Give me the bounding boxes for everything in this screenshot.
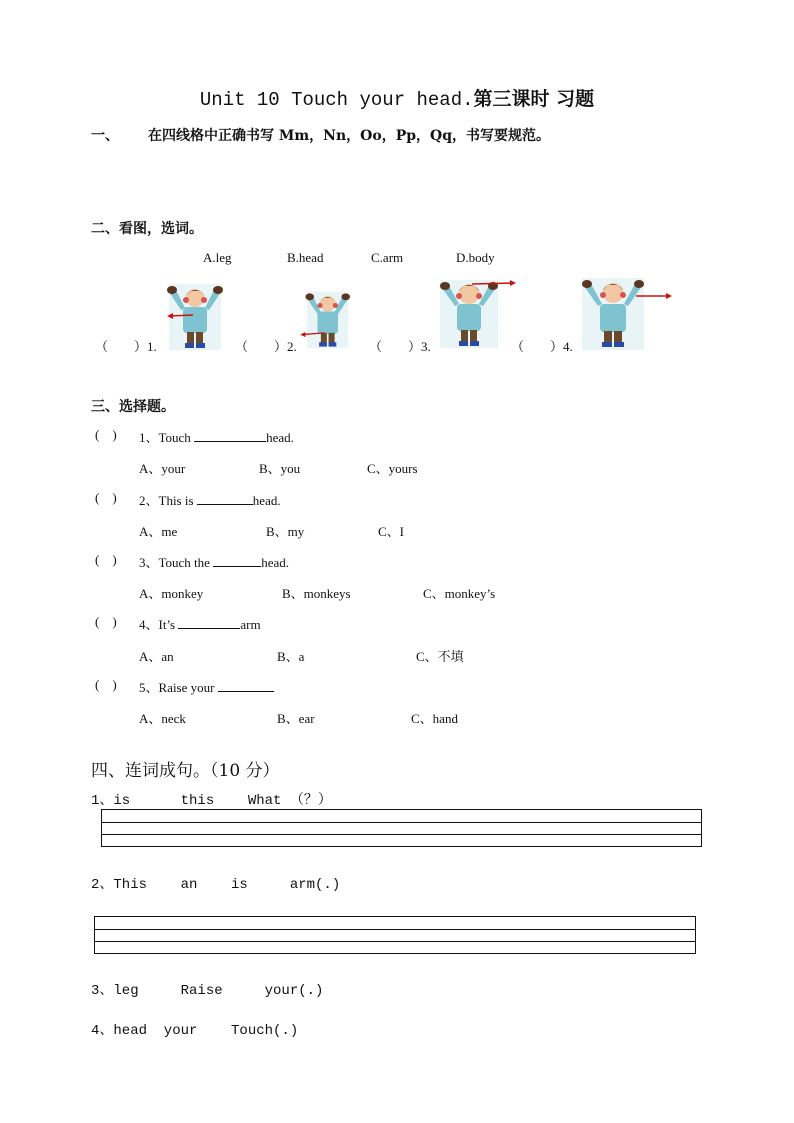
section3-heading: 三、选择题。	[91, 399, 175, 415]
q5-answer-paren[interactable]: ( )	[95, 677, 117, 692]
kid-picture-1	[163, 282, 227, 352]
section4-heading: 四、连词成句。（10 分）	[91, 761, 280, 781]
option-b: B.head	[287, 250, 324, 265]
q4-stem: 4、It’s arm	[139, 617, 261, 632]
q5-option-c[interactable]: C、hand	[411, 711, 458, 726]
page-title	[0, 84, 794, 111]
q2-answer-paren[interactable]: ( )	[95, 490, 117, 505]
arrow-line	[472, 283, 512, 284]
q3-option-c[interactable]: C、monkey’s	[423, 586, 496, 601]
q4-option-b[interactable]: B、a	[277, 649, 305, 664]
picture-item-1-answer[interactable]: （ ）1.	[95, 339, 157, 354]
q1-option-a[interactable]: A、your	[139, 461, 186, 476]
option-a: A.leg	[203, 250, 232, 265]
q1-stem: 1、Touch head.	[139, 430, 294, 445]
section1-instruction: 在四线格中正确书写 Mm，Nn，Oo，Pp，Qq，书写要规范。	[148, 128, 550, 144]
q4-option-a[interactable]: A、an	[139, 649, 174, 664]
q3-option-a[interactable]: A、monkey	[139, 586, 204, 601]
q1-blank[interactable]	[194, 428, 266, 442]
option-d: D.body	[456, 250, 495, 265]
picture-item-2-answer[interactable]: （ ）2.	[235, 339, 297, 354]
q1-option-b[interactable]: B、you	[259, 461, 301, 476]
q5-stem: 5、Raise your	[139, 677, 274, 696]
sentence-item-1: 1、is this What （？）	[91, 793, 332, 809]
kid-picture-3	[438, 276, 518, 350]
q1-answer-paren[interactable]: ( )	[95, 427, 117, 442]
q4-answer-paren[interactable]: ( )	[95, 614, 117, 629]
q3-blank[interactable]	[213, 553, 261, 567]
option-c: C.arm	[371, 250, 404, 265]
section2-heading: 二、看图，选词。	[91, 221, 203, 237]
q4-blank[interactable]	[178, 615, 240, 629]
q5-option-a[interactable]: A、neck	[139, 711, 186, 726]
q2-stem: 2、This is head.	[139, 493, 281, 508]
kid-figure	[582, 278, 644, 350]
arrow-head	[666, 293, 672, 299]
kid-figure	[440, 280, 498, 348]
kid-figure	[305, 292, 350, 349]
four-line-grid-1[interactable]	[101, 809, 702, 847]
q5-option-b[interactable]: B、ear	[277, 711, 315, 726]
sentence-item-3: 3、leg Raise your(.)	[91, 983, 324, 999]
arrow-head	[300, 332, 305, 337]
q2-blank[interactable]	[197, 491, 253, 505]
q2-option-a[interactable]: A、me	[139, 524, 178, 539]
sentence-item-4: 4、head your Touch(.)	[91, 1023, 299, 1039]
q2-option-b[interactable]: B、my	[266, 524, 305, 539]
arrow-head	[510, 280, 516, 286]
kid-picture-2	[294, 290, 358, 350]
kid-figure	[167, 284, 223, 350]
q3-stem: 3、Touch the head.	[139, 555, 289, 570]
sentence-item-2: 2、This an is arm(.)	[91, 877, 341, 893]
q3-answer-paren[interactable]: ( )	[95, 552, 117, 567]
q4-option-c[interactable]: C、不填	[416, 649, 464, 664]
kid-picture-4	[580, 274, 674, 352]
picture-item-3-answer[interactable]: （ ）3.	[369, 339, 431, 354]
section1-number: 一、	[91, 128, 119, 144]
four-line-grid-2[interactable]	[94, 916, 696, 954]
title-cn: 第三课时 习题	[473, 88, 595, 110]
picture-item-4-answer[interactable]: （ ）4.	[511, 339, 573, 354]
q1-option-c[interactable]: C、yours	[367, 461, 418, 476]
q2-option-c[interactable]: C、I	[378, 524, 405, 539]
q5-blank[interactable]	[218, 678, 274, 692]
title-en: Unit 10 Touch your head.	[199, 89, 474, 111]
q3-option-b[interactable]: B、monkeys	[282, 586, 351, 601]
